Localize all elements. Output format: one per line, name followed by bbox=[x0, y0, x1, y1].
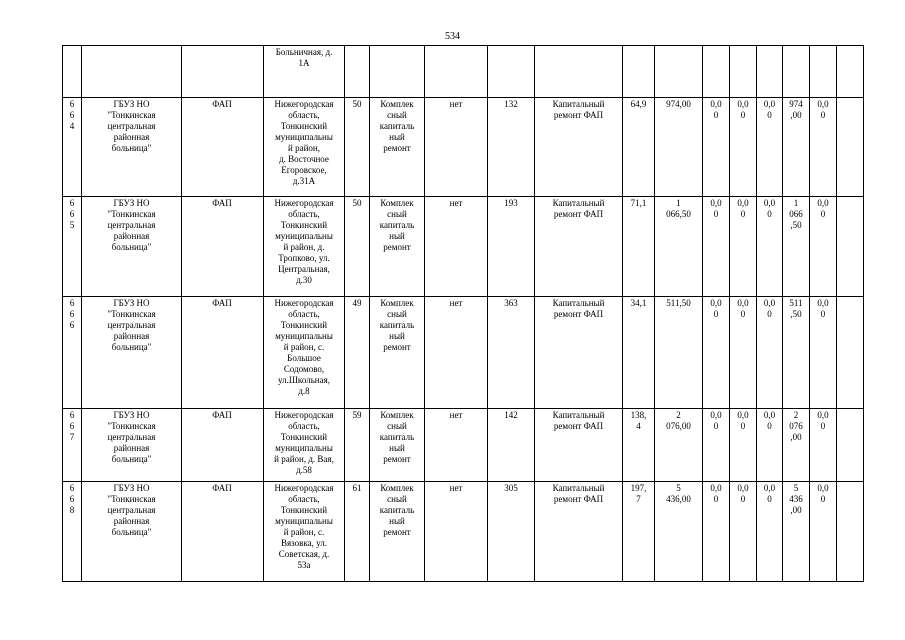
row-number-cell: 6 6 8 bbox=[63, 482, 82, 582]
purpose-cell: Капитальный ремонт ФАП bbox=[535, 297, 623, 409]
organization-cell: ГБУЗ НО "Тонкинская центральная районная больница" bbox=[82, 98, 182, 197]
total-cell: 1 066 ,50 bbox=[783, 197, 810, 297]
amount-cell-5: 0,0 0 bbox=[810, 297, 837, 409]
area-cell: 34,1 bbox=[623, 297, 655, 409]
count-cell: 50 bbox=[345, 197, 370, 297]
flag-cell: нет bbox=[425, 197, 488, 297]
amount-cell-1: 0,0 0 bbox=[703, 482, 730, 582]
area-cell: 64,9 bbox=[623, 98, 655, 197]
work-type-cell: Комплек сный капиталь ный ремонт bbox=[370, 197, 425, 297]
work-type-cell: Комплек сный капиталь ный ремонт bbox=[370, 297, 425, 409]
value-cell: 363 bbox=[488, 297, 535, 409]
amount-cell-5: 0,0 0 bbox=[810, 98, 837, 197]
flag-cell: нет bbox=[425, 297, 488, 409]
organization-cell: ГБУЗ НО "Тонкинская центральная районная больница" bbox=[82, 297, 182, 409]
row-number-cell: 6 6 7 bbox=[63, 409, 82, 482]
row-number-cell: 6 6 4 bbox=[63, 98, 82, 197]
count-cell: 61 bbox=[345, 482, 370, 582]
organization-cell: ГБУЗ НО "Тонкинская центральная районная больница" bbox=[82, 197, 182, 297]
page-number: 534 bbox=[445, 31, 460, 42]
table-row bbox=[63, 482, 864, 582]
value-cell: 193 bbox=[488, 197, 535, 297]
flag-cell: нет bbox=[425, 409, 488, 482]
facility-type-cell: ФАП bbox=[182, 297, 264, 409]
area-cell: 197, 7 bbox=[623, 482, 655, 582]
empty-cell bbox=[837, 409, 864, 482]
address-cell: Нижегородская область, Тонкинский муниципальны й район, д. Восточное Егоровское, д.31А bbox=[264, 98, 345, 197]
organization-cell: ГБУЗ НО "Тонкинская центральная районная больница" bbox=[82, 409, 182, 482]
total-cell: 974 ,00 bbox=[783, 98, 810, 197]
work-type-cell: Комплек сный капиталь ный ремонт bbox=[370, 409, 425, 482]
facility-type-cell: ФАП bbox=[182, 409, 264, 482]
address-cell: Нижегородская область, Тонкинский муниципальны й район, с. Вязовка, ул. Советская, д. 53а bbox=[264, 482, 345, 582]
area-cell: 138, 4 bbox=[623, 409, 655, 482]
amount-cell-3: 0,0 0 bbox=[757, 197, 783, 297]
row-number-cell: 6 6 6 bbox=[63, 297, 82, 409]
purpose-cell: Капитальный ремонт ФАП bbox=[535, 482, 623, 582]
amount-cell-2: 0,0 0 bbox=[730, 482, 757, 582]
empty-cell bbox=[837, 482, 864, 582]
flag-cell: нет bbox=[425, 98, 488, 197]
amount-cell-5: 0,0 0 bbox=[810, 197, 837, 297]
flag-cell: нет bbox=[425, 482, 488, 582]
address-cell: Нижегородская область, Тонкинский муниципальны й район, д. Тропково, ул. Центральная, д.30 bbox=[264, 197, 345, 297]
table-row bbox=[63, 98, 864, 197]
value-cell: 142 bbox=[488, 409, 535, 482]
empty-cell bbox=[837, 297, 864, 409]
row-number-cell: 6 6 5 bbox=[63, 197, 82, 297]
purpose-cell: Капитальный ремонт ФАП bbox=[535, 409, 623, 482]
address-cell: Нижегородская область, Тонкинский муниципальны й район, д. Вая, д.58 bbox=[264, 409, 345, 482]
table-row bbox=[63, 297, 864, 409]
work-type-cell: Комплек сный капиталь ный ремонт bbox=[370, 98, 425, 197]
empty-cell bbox=[837, 197, 864, 297]
value-cell: 305 bbox=[488, 482, 535, 582]
purpose-cell: Капитальный ремонт ФАП bbox=[535, 197, 623, 297]
amount-cell-2: 0,0 0 bbox=[730, 409, 757, 482]
amount-cell-3: 0,0 0 bbox=[757, 409, 783, 482]
cost-cell: 511,50 bbox=[655, 297, 703, 409]
table-row bbox=[63, 409, 864, 482]
amount-cell-5: 0,0 0 bbox=[810, 409, 837, 482]
table-row bbox=[63, 197, 864, 297]
amount-cell-3: 0,0 0 bbox=[757, 297, 783, 409]
amount-cell-1: 0,0 0 bbox=[703, 297, 730, 409]
facility-type-cell: ФАП bbox=[182, 197, 264, 297]
cost-cell: 974,00 bbox=[655, 98, 703, 197]
facility-type-cell: ФАП bbox=[182, 98, 264, 197]
address-cell: Больничная, д. 1А bbox=[264, 46, 345, 98]
total-cell: 511 ,50 bbox=[783, 297, 810, 409]
cost-cell: 1 066,50 bbox=[655, 197, 703, 297]
count-cell: 50 bbox=[345, 98, 370, 197]
amount-cell-3: 0,0 0 bbox=[757, 98, 783, 197]
continuation-row bbox=[63, 46, 864, 98]
count-cell: 49 bbox=[345, 297, 370, 409]
facility-type-cell: ФАП bbox=[182, 482, 264, 582]
amount-cell-1: 0,0 0 bbox=[703, 197, 730, 297]
empty-cell bbox=[837, 98, 864, 197]
amount-cell-2: 0,0 0 bbox=[730, 197, 757, 297]
cost-cell: 5 436,00 bbox=[655, 482, 703, 582]
amount-cell-5: 0,0 0 bbox=[810, 482, 837, 582]
amount-cell-1: 0,0 0 bbox=[703, 409, 730, 482]
cost-cell: 2 076,00 bbox=[655, 409, 703, 482]
organization-cell: ГБУЗ НО "Тонкинская центральная районная больница" bbox=[82, 482, 182, 582]
amount-cell-2: 0,0 0 bbox=[730, 297, 757, 409]
total-cell: 2 076 ,00 bbox=[783, 409, 810, 482]
area-cell: 71,1 bbox=[623, 197, 655, 297]
total-cell: 5 436 ,00 bbox=[783, 482, 810, 582]
value-cell: 132 bbox=[488, 98, 535, 197]
count-cell: 59 bbox=[345, 409, 370, 482]
facility-repair-table bbox=[62, 45, 864, 582]
purpose-cell: Капитальный ремонт ФАП bbox=[535, 98, 623, 197]
amount-cell-3: 0,0 0 bbox=[757, 482, 783, 582]
work-type-cell: Комплек сный капиталь ный ремонт bbox=[370, 482, 425, 582]
address-cell: Нижегородская область, Тонкинский муниципальны й район, с. Большое Содомово, ул.Школьная, д.8 bbox=[264, 297, 345, 409]
amount-cell-2: 0,0 0 bbox=[730, 98, 757, 197]
amount-cell-1: 0,0 0 bbox=[703, 98, 730, 197]
